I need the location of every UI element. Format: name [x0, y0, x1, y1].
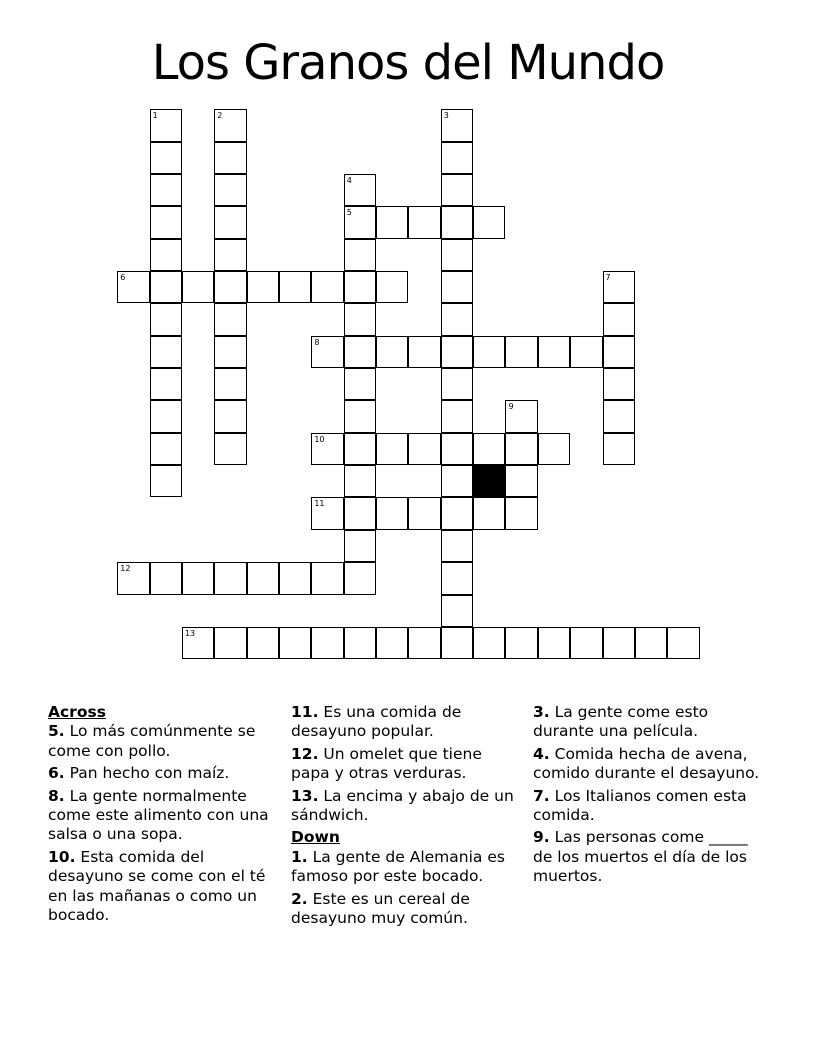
answer-square[interactable] [117, 562, 149, 594]
answer-square[interactable] [311, 336, 343, 368]
answer-square[interactable] [279, 562, 311, 594]
answer-square[interactable] [603, 336, 635, 368]
answer-square[interactable] [344, 562, 376, 594]
answer-square[interactable] [570, 336, 602, 368]
answer-square[interactable] [279, 271, 311, 303]
clue-column-2 [291, 703, 523, 931]
clue-down-4: 4. Comida hecha de avena, comido durante el desayuno. [533, 744, 760, 783]
clue-down-1: 1. La gente de Alemania es famoso por este bocado. [291, 847, 505, 886]
answer-square[interactable] [311, 562, 343, 594]
answer-square[interactable] [408, 627, 440, 659]
answer-square[interactable] [473, 336, 505, 368]
answer-square[interactable] [214, 562, 246, 594]
answer-square[interactable] [214, 174, 246, 206]
answer-square[interactable] [441, 400, 473, 432]
answer-square[interactable] [441, 174, 473, 206]
answer-square[interactable] [344, 627, 376, 659]
answer-square[interactable] [182, 562, 214, 594]
answer-square[interactable] [214, 336, 246, 368]
black-square [473, 465, 505, 497]
answer-square[interactable] [376, 336, 408, 368]
answer-square[interactable] [214, 303, 246, 335]
answer-square[interactable] [150, 368, 182, 400]
clue-down-2: 2. Este es un cereal de desayuno muy común. [291, 889, 470, 928]
answer-square[interactable] [214, 239, 246, 271]
clue-number: 8 [314, 337, 320, 347]
answer-square[interactable] [150, 109, 182, 141]
answer-square[interactable] [505, 627, 537, 659]
clue-down-7: 7. Los Italianos comen esta comida. [533, 786, 747, 825]
answer-square[interactable] [441, 303, 473, 335]
answer-square[interactable] [150, 271, 182, 303]
clue-down-9: 9. Las personas come _____ de los muertos el día de los muertos. [533, 828, 748, 886]
answer-square[interactable] [505, 433, 537, 465]
answer-square[interactable] [311, 627, 343, 659]
answer-square[interactable] [441, 142, 473, 174]
answer-square[interactable] [150, 465, 182, 497]
down-heading: Down [291, 828, 340, 847]
clue-number: 5 [346, 208, 352, 218]
answer-square[interactable] [214, 433, 246, 465]
clue-column-1 [48, 703, 280, 928]
clue-across-12: 12. Un omelet que tiene papa y otras verduras. [291, 744, 482, 783]
answer-square[interactable] [473, 497, 505, 529]
answer-square[interactable] [376, 497, 408, 529]
answer-square[interactable] [344, 336, 376, 368]
answer-square[interactable] [150, 239, 182, 271]
answer-square[interactable] [441, 206, 473, 238]
clue-number: 4 [346, 175, 352, 185]
answer-square[interactable] [344, 206, 376, 238]
answer-square[interactable] [150, 562, 182, 594]
answer-square[interactable] [279, 627, 311, 659]
answer-square[interactable] [505, 400, 537, 432]
answer-square[interactable] [538, 627, 570, 659]
answer-square[interactable] [150, 303, 182, 335]
answer-square[interactable] [538, 433, 570, 465]
answer-square[interactable] [408, 433, 440, 465]
answer-square[interactable] [182, 271, 214, 303]
answer-square[interactable] [214, 400, 246, 432]
answer-square[interactable] [441, 530, 473, 562]
answer-square[interactable] [376, 433, 408, 465]
answer-square[interactable] [376, 271, 408, 303]
answer-square[interactable] [570, 627, 602, 659]
answer-square[interactable] [441, 465, 473, 497]
answer-square[interactable] [473, 627, 505, 659]
answer-square[interactable] [603, 433, 635, 465]
answer-square[interactable] [441, 627, 473, 659]
answer-square[interactable] [150, 336, 182, 368]
answer-square[interactable] [344, 465, 376, 497]
answer-square[interactable] [667, 627, 699, 659]
answer-square[interactable] [538, 336, 570, 368]
clue-number: 7 [605, 273, 611, 282]
answer-square[interactable] [603, 271, 635, 303]
clue-across-5: 5. Lo más comúnmente se come con pollo. [48, 722, 256, 760]
clue-number: 9 [508, 402, 514, 412]
answer-square[interactable] [441, 271, 473, 303]
answer-square[interactable] [635, 627, 667, 659]
answer-square[interactable] [214, 368, 246, 400]
answer-square[interactable] [408, 497, 440, 529]
clue-number: 3 [443, 111, 449, 121]
answer-square[interactable] [376, 206, 408, 238]
clue-number: 13 [184, 628, 196, 638]
answer-square[interactable] [505, 497, 537, 529]
answer-square[interactable] [441, 562, 473, 594]
answer-square[interactable] [311, 271, 343, 303]
answer-square[interactable] [441, 368, 473, 400]
answer-square[interactable] [441, 239, 473, 271]
puzzle-title: Los Granos del Mundo [151, 35, 665, 91]
clue-number: 12 [120, 564, 131, 574]
answer-square[interactable] [344, 239, 376, 271]
answer-square[interactable] [247, 627, 279, 659]
answer-square[interactable] [505, 465, 537, 497]
answer-square[interactable] [441, 109, 473, 141]
across-heading: Across [48, 703, 106, 721]
answer-square[interactable] [214, 206, 246, 238]
answer-square[interactable] [150, 142, 182, 174]
answer-square[interactable] [441, 497, 473, 529]
answer-square[interactable] [150, 206, 182, 238]
answer-square[interactable] [117, 271, 149, 303]
answer-square[interactable] [214, 627, 246, 659]
clue-number: 1 [152, 111, 158, 121]
answer-square[interactable] [344, 303, 376, 335]
clue-across-8: 8. La gente normalmente come este alimento con una salsa o una sopa. [48, 786, 269, 844]
answer-square[interactable] [311, 497, 343, 529]
answer-square[interactable] [311, 433, 343, 465]
answer-square[interactable] [344, 174, 376, 206]
answer-square[interactable] [247, 562, 279, 594]
answer-square[interactable] [150, 174, 182, 206]
answer-square[interactable] [344, 368, 376, 400]
clue-number: 6 [120, 273, 126, 282]
answer-square[interactable] [603, 400, 635, 432]
answer-square[interactable] [441, 336, 473, 368]
answer-square[interactable] [441, 433, 473, 465]
answer-square[interactable] [603, 368, 635, 400]
answer-square[interactable] [214, 142, 246, 174]
answer-square[interactable] [214, 271, 246, 303]
answer-square[interactable] [247, 271, 279, 303]
answer-square[interactable] [505, 336, 537, 368]
answer-square[interactable] [473, 433, 505, 465]
answer-square[interactable] [214, 109, 246, 141]
answer-square[interactable] [344, 400, 376, 432]
answer-square[interactable] [441, 595, 473, 627]
answer-square[interactable] [182, 627, 214, 659]
clue-number: 2 [217, 111, 223, 121]
answer-square[interactable] [603, 627, 635, 659]
answer-square[interactable] [408, 336, 440, 368]
answer-square[interactable] [344, 497, 376, 529]
clue-number: 10 [314, 434, 325, 444]
answer-square[interactable] [150, 433, 182, 465]
answer-square[interactable] [376, 627, 408, 659]
answer-square[interactable] [344, 271, 376, 303]
answer-square[interactable] [150, 400, 182, 432]
answer-square[interactable] [344, 433, 376, 465]
answer-square[interactable] [473, 206, 505, 238]
answer-square[interactable] [408, 206, 440, 238]
clue-across-6: 6. Pan hecho con maíz. [48, 764, 230, 783]
clue-down-3: 3. La gente come esto durante una película. [533, 703, 709, 741]
clue-column-3 [533, 703, 765, 890]
clue-number: 11 [314, 499, 325, 509]
clue-across-11: 11. Es una comida de desayuno popular. [291, 703, 462, 741]
clue-across-13: 13. La encima y abajo de un sándwich. [291, 786, 514, 825]
answer-square[interactable] [603, 303, 635, 335]
answer-square[interactable] [344, 530, 376, 562]
clue-across-10: 10. Esta comida del desayuno se come con el té en las mañanas o como un bocado. [48, 847, 266, 925]
